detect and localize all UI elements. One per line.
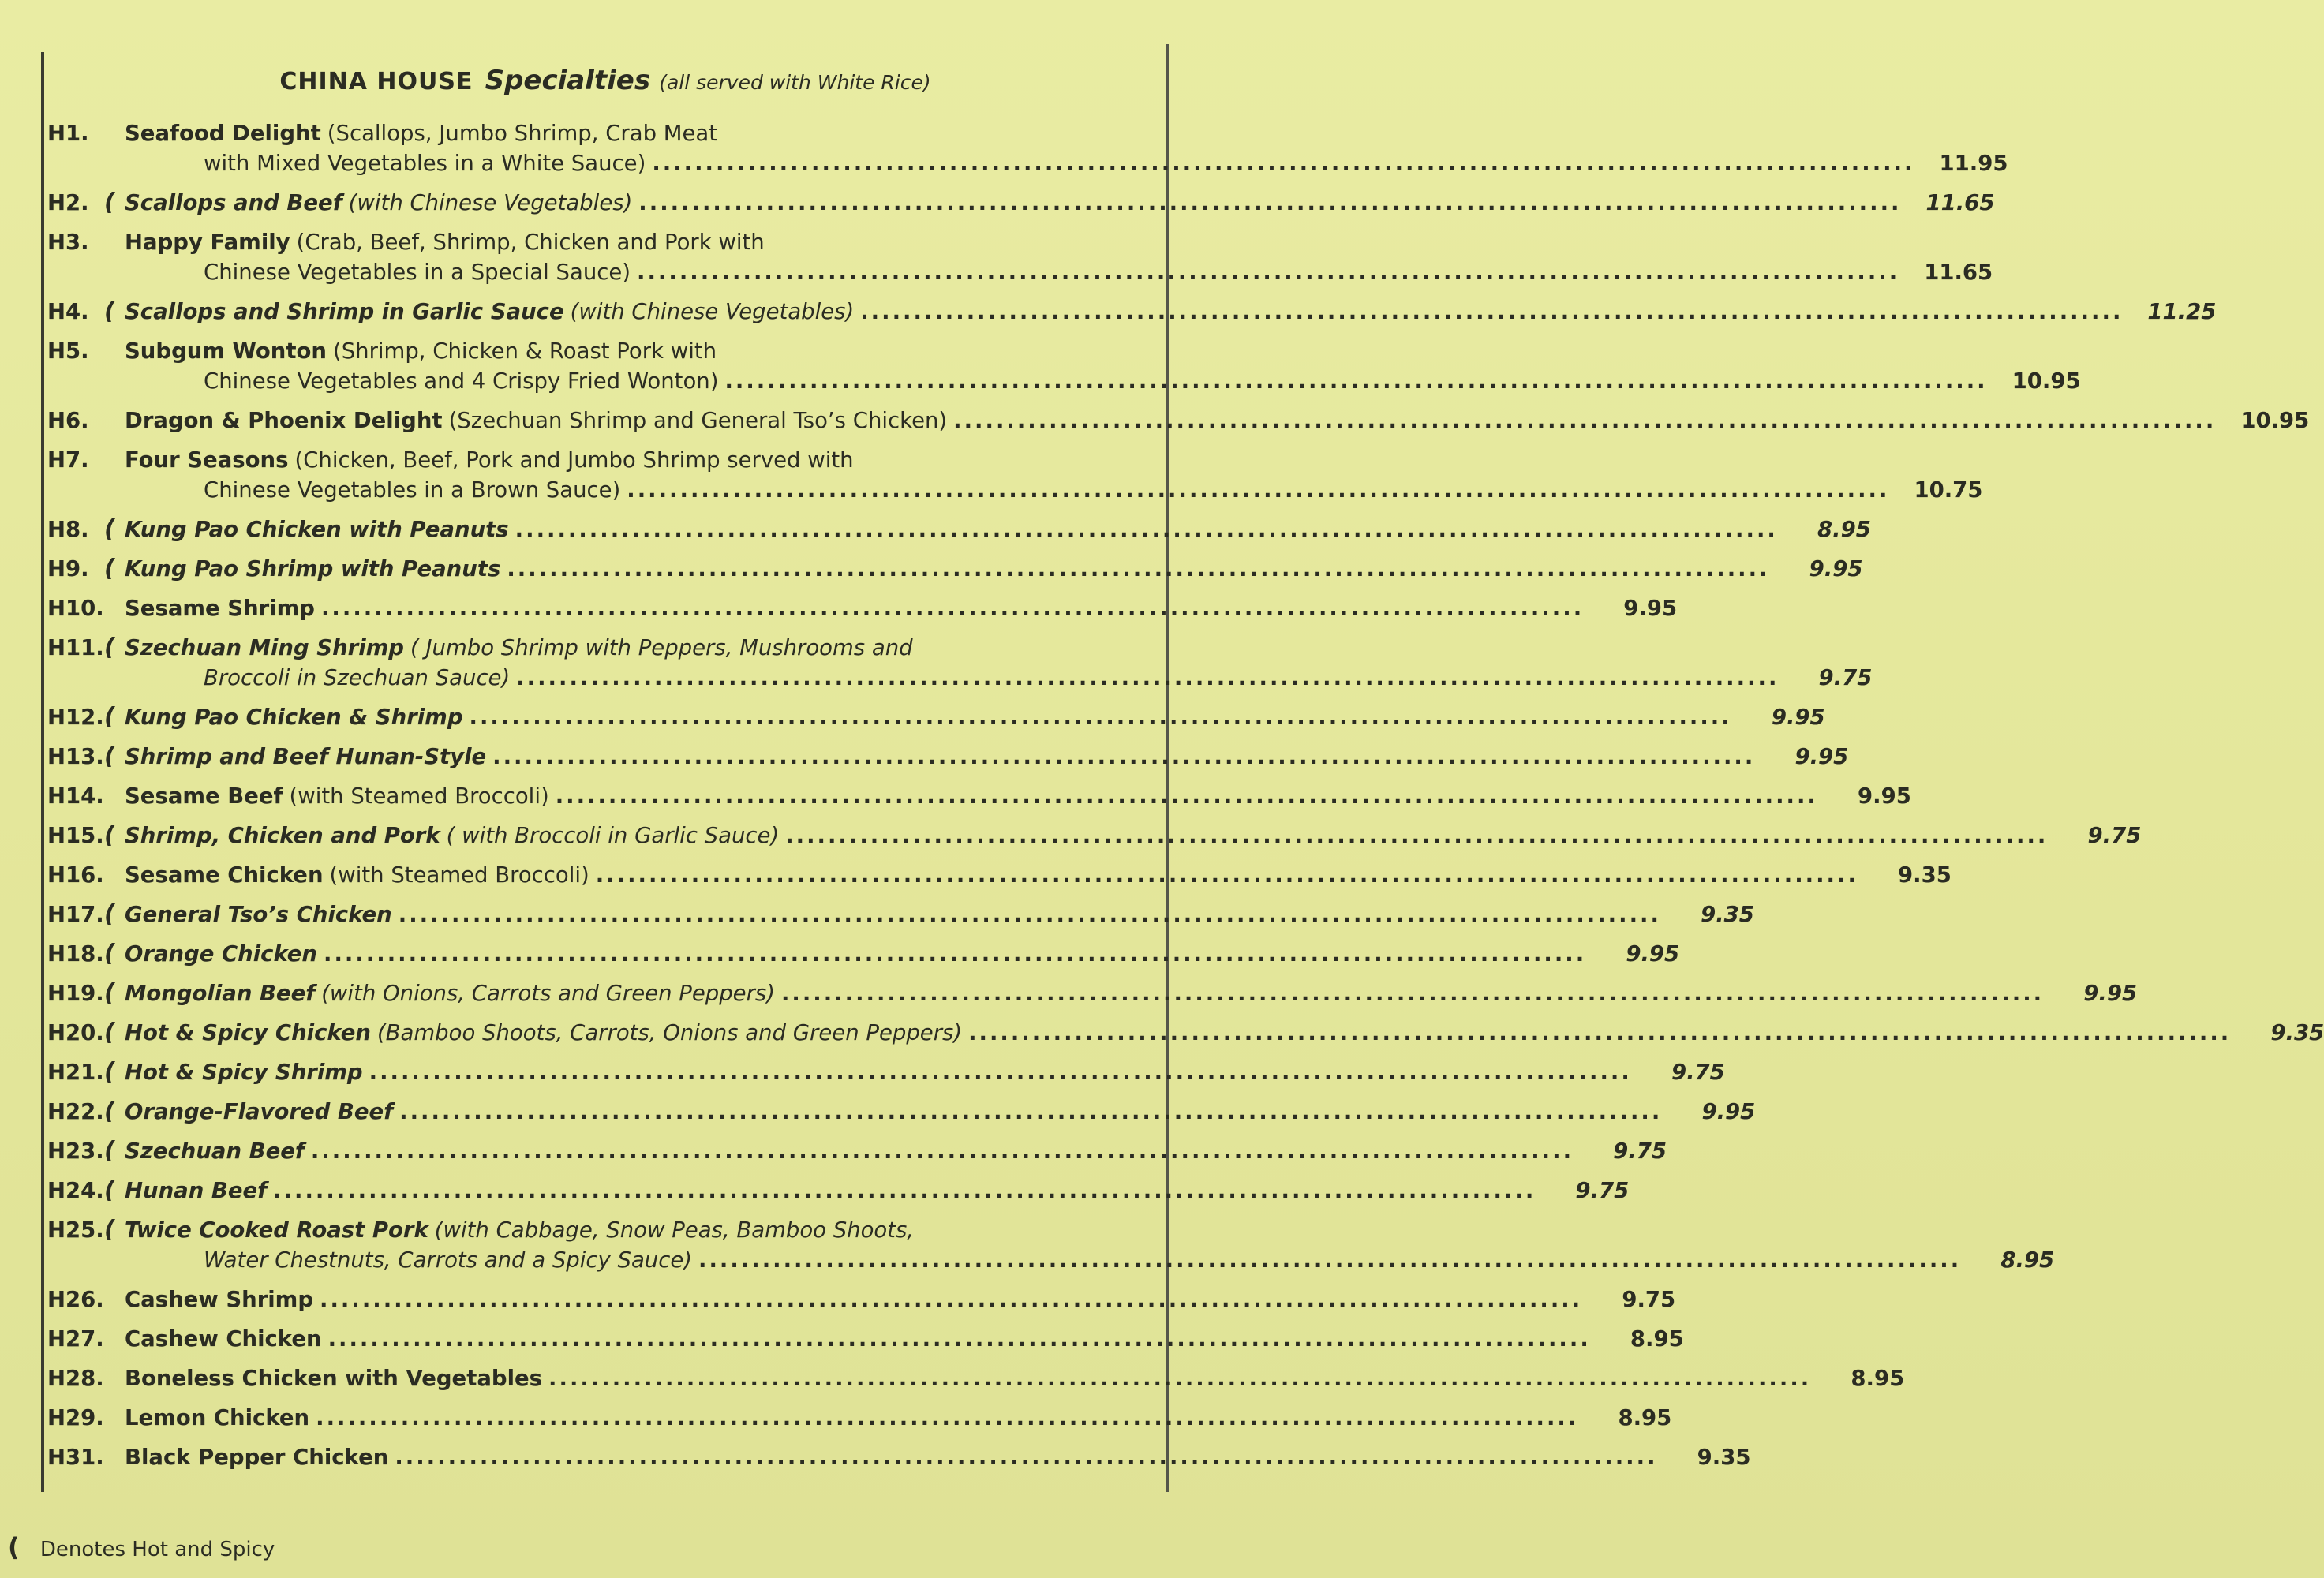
menu-item-line [47, 1324, 1684, 1354]
hot-spicy-icon: ( [104, 297, 115, 325]
menu-item-line [47, 227, 1081, 257]
menu-item-line [47, 742, 1849, 772]
menu-item [47, 899, 1754, 929]
item-description: (Crab, Beef, Shrimp, Chicken and Pork with [296, 230, 765, 255]
dot-leader: ....................................................................................................................... [785, 823, 2049, 848]
menu-item [47, 860, 1952, 890]
item-code: H18. [47, 941, 104, 967]
item-price: 9.35 [1697, 1445, 1751, 1470]
dot-leader: ....................................................................................................................... [516, 665, 1779, 690]
item-description-continued: Chinese Vegetables in a Brown Sauce) [204, 477, 621, 503]
menu-item [47, 1018, 2324, 1048]
item-description: (Chicken, Beef, Pork and Jumbo Shrimp served with [294, 447, 854, 473]
section-note: (all served with White Rice) [659, 71, 931, 94]
dot-leader: ....................................................................................................................... [548, 1366, 1812, 1391]
item-name: Scallops and Shrimp in Garlic Sauce [125, 299, 564, 324]
item-code: H17. [47, 902, 104, 927]
hot-spicy-icon: ( [104, 189, 115, 216]
item-price: 9.95 [1771, 705, 1825, 730]
item-price: 8.95 [2000, 1247, 2055, 1273]
dot-leader: ....................................................................................................................... [324, 941, 1587, 967]
item-name: Mongolian Beef [125, 981, 316, 1006]
item-description: ( Jumbo Shrimp with Peppers, Mushrooms and [410, 635, 913, 660]
item-description: (with Onions, Carrots and Green Peppers) [321, 981, 775, 1006]
item-name: Hot & Spicy Chicken [125, 1020, 371, 1045]
dot-leader: ....................................................................................................................... [492, 744, 1756, 769]
item-code: H3. [47, 230, 89, 255]
menu-item-line [47, 1284, 1676, 1314]
dot-leader: ....................................................................................................................... [327, 1326, 1591, 1352]
item-name: Dragon & Phoenix Delight [125, 408, 443, 433]
item-price: 8.95 [1630, 1326, 1684, 1352]
item-name: Shrimp, Chicken and Pork [125, 823, 440, 848]
dot-leader: ....................................................................................................................... [320, 1287, 1583, 1312]
item-code: H4. [47, 299, 89, 324]
dot-leader: ....................................................................................................................... [469, 705, 1732, 730]
hot-spicy-icon: ( [104, 1176, 115, 1204]
item-code: H24. [47, 1178, 104, 1203]
item-name: General Tso’s Chicken [125, 902, 392, 927]
item-name: Hot & Spicy Shrimp [125, 1060, 363, 1085]
dot-leader: ....................................................................................................................... [637, 260, 1900, 285]
spicy-legend [8, 1532, 275, 1562]
item-code: H20. [47, 1020, 104, 1045]
item-code: H6. [47, 408, 89, 433]
dot-leader: ....................................................................................................................... [968, 1020, 2232, 1045]
item-code: H2. [47, 190, 89, 215]
item-description: (with Chinese Vegetables) [348, 190, 633, 215]
item-code: H1. [47, 121, 89, 146]
restaurant-brand: CHINA HOUSE [279, 68, 473, 95]
dot-leader: ....................................................................................................................... [398, 902, 1661, 927]
dot-leader: ....................................................................................................................... [724, 368, 1988, 394]
hot-spicy-icon: ( [104, 979, 115, 1007]
item-price: 10.95 [2240, 408, 2310, 433]
menu-items-list [47, 118, 2324, 1482]
menu-item [47, 781, 1911, 811]
item-code: H22. [47, 1099, 104, 1124]
item-price: 9.95 [1626, 941, 1680, 967]
item-description: (Scallops, Jumbo Shrimp, Crab Meat [327, 121, 718, 146]
item-price: 9.75 [1671, 1060, 1725, 1085]
item-price: 9.95 [1809, 556, 1863, 581]
hot-spicy-icon: ( [104, 1216, 115, 1243]
item-description: (with Cabbage, Snow Peas, Bamboo Shoots, [434, 1217, 915, 1243]
item-price: 8.95 [1851, 1366, 1905, 1391]
hot-spicy-icon: ( [104, 940, 115, 967]
item-price: 11.65 [1925, 190, 1995, 215]
item-description: (with Steamed Broccoli) [329, 862, 589, 888]
item-code: H10. [47, 596, 104, 621]
menu-item-line [47, 1136, 1667, 1166]
menu-item-line [47, 366, 2081, 396]
menu-item-line [47, 554, 1863, 584]
item-price: 9.35 [1701, 902, 1754, 927]
hot-spicy-icon: ( [104, 634, 115, 661]
menu-item [47, 702, 1825, 732]
menu-item [47, 336, 2081, 396]
dot-leader: ....................................................................................................................... [638, 190, 1902, 215]
item-description: (Szechuan Shrimp and General Tso’s Chicken) [448, 408, 948, 433]
item-name: Szechuan Beef [125, 1139, 305, 1164]
menu-item [47, 1057, 1725, 1087]
item-name: Sesame Beef [125, 783, 283, 809]
item-price: 9.75 [1575, 1178, 1630, 1203]
menu-item [47, 118, 2008, 178]
menu-item-line [47, 336, 1081, 366]
dot-leader: ....................................................................................................................... [698, 1247, 1962, 1273]
item-code: H23. [47, 1139, 104, 1164]
menu-item-line [47, 1018, 2324, 1048]
item-name: Twice Cooked Roast Pork [125, 1217, 428, 1243]
menu-item [47, 188, 1995, 218]
item-code: H31. [47, 1445, 104, 1470]
dot-leader: ....................................................................................................................... [320, 596, 1585, 621]
menu-item-line [47, 593, 1678, 623]
item-code: H27. [47, 1326, 104, 1352]
item-price: 9.75 [1622, 1287, 1676, 1312]
menu-item-line [47, 514, 1871, 544]
menu-item [47, 445, 1983, 505]
item-name: Kung Pao Chicken & Shrimp [125, 705, 463, 730]
menu-item-line [47, 445, 1081, 475]
item-description: (with Steamed Broccoli) [289, 783, 549, 809]
item-code: H16. [47, 862, 104, 888]
item-price: 11.95 [1939, 151, 2008, 176]
item-price: 11.65 [1924, 260, 1993, 285]
item-price: 9.75 [2087, 823, 2142, 848]
item-name: Hunan Beef [125, 1178, 268, 1203]
item-code: H19. [47, 981, 104, 1006]
menu-item-line [47, 781, 1911, 811]
menu-item-line [47, 1057, 1725, 1087]
left-border-rule [41, 52, 44, 1492]
item-description: (with Chinese Vegetables) [570, 299, 855, 324]
dot-leader: ....................................................................................................................... [953, 408, 2217, 433]
item-code: H21. [47, 1060, 104, 1085]
item-price: 8.95 [1618, 1405, 1672, 1430]
hot-spicy-icon: ( [104, 1019, 115, 1046]
menu-item [47, 1284, 1676, 1314]
spicy-legend-text: Denotes Hot and Spicy [39, 1538, 275, 1561]
dot-leader: ....................................................................................................................... [507, 556, 1770, 581]
dot-leader: ....................................................................................................................... [515, 517, 1778, 542]
menu-item [47, 406, 2310, 436]
item-name: Cashew Chicken [125, 1326, 322, 1352]
menu-item [47, 297, 2217, 327]
item-price: 9.95 [1794, 744, 1849, 769]
menu-item [47, 1215, 2055, 1275]
item-description: (Bamboo Shoots, Carrots, Onions and Green Peppers) [376, 1020, 963, 1045]
menu-item-line [47, 1363, 1905, 1393]
item-price: 9.35 [1898, 862, 1952, 888]
item-name: Kung Pao Shrimp with Peanuts [125, 556, 501, 581]
hot-spicy-icon: ( [104, 1137, 115, 1165]
menu-title [41, 65, 1169, 96]
menu-item-line [47, 702, 1825, 732]
item-code: H9. [47, 556, 89, 581]
menu-item-line [47, 978, 2138, 1008]
item-code: H28. [47, 1366, 104, 1391]
dot-leader: ....................................................................................................................... [555, 783, 1818, 809]
menu-item [47, 554, 1863, 584]
dot-leader: ....................................................................................................................... [595, 862, 1858, 888]
item-description: (Shrimp, Chicken & Roast Pork with [333, 338, 717, 364]
item-name: Scallops and Beef [125, 190, 342, 215]
item-description-continued: Water Chestnuts, Carrots and a Spicy Sauce) [204, 1247, 693, 1273]
hot-spicy-icon: ( [104, 742, 115, 770]
menu-item-line [47, 633, 1081, 663]
menu-item [47, 1403, 1672, 1433]
item-name: Black Pepper Chicken [125, 1445, 389, 1470]
item-name: Boneless Chicken with Vegetables [125, 1366, 543, 1391]
menu-item-line [47, 821, 2142, 851]
menu-item-line [47, 939, 1680, 969]
item-name: Seafood Delight [125, 121, 321, 146]
item-code: H11. [47, 635, 104, 660]
item-price: 9.95 [1858, 783, 1911, 809]
item-description: ( with Broccoli in Garlic Sauce) [446, 823, 780, 848]
menu-item [47, 821, 2142, 851]
item-price: 9.35 [2270, 1020, 2324, 1045]
item-name: Kung Pao Chicken with Peanuts [125, 517, 509, 542]
item-code: H26. [47, 1287, 104, 1312]
menu-item [47, 1442, 1751, 1472]
dot-leader: ....................................................................................................................... [316, 1405, 1579, 1430]
dot-leader: ....................................................................................................................... [652, 151, 1915, 176]
menu-item [47, 1136, 1667, 1166]
dot-leader: ....................................................................................................................... [780, 981, 2045, 1006]
item-code: H15. [47, 823, 104, 848]
item-price: 9.95 [2083, 981, 2138, 1006]
section-title: Specialties [485, 65, 651, 96]
menu-item-line [47, 1097, 1756, 1127]
item-code: H29. [47, 1405, 104, 1430]
item-name: Four Seasons [125, 447, 289, 473]
item-price: 11.25 [2147, 299, 2217, 324]
item-name: Happy Family [125, 230, 290, 255]
item-price: 8.95 [1817, 517, 1871, 542]
dot-leader: ....................................................................................................................... [273, 1178, 1536, 1203]
menu-item-line [47, 188, 1995, 218]
item-code: H25. [47, 1217, 104, 1243]
menu-item-line [47, 148, 2008, 178]
menu-item [47, 633, 1873, 693]
item-code: H14. [47, 783, 104, 809]
item-price: 9.75 [1818, 665, 1873, 690]
hot-spicy-icon: ( [104, 703, 115, 731]
menu-item-line [47, 899, 1754, 929]
menu-item [47, 1176, 1630, 1206]
item-name: Orange-Flavored Beef [125, 1099, 394, 1124]
menu-item [47, 1363, 1905, 1393]
item-name: Shrimp and Beef Hunan-Style [125, 744, 487, 769]
menu-item-line [47, 475, 1983, 505]
menu-item-line [47, 1403, 1672, 1433]
menu-item-line [47, 406, 2310, 436]
item-code: H5. [47, 338, 89, 364]
item-description-continued: with Mixed Vegetables in a White Sauce) [204, 151, 646, 176]
menu-item-line [47, 118, 1081, 148]
item-code: H8. [47, 517, 89, 542]
menu-item [47, 742, 1849, 772]
hot-spicy-icon: ( [104, 900, 115, 928]
menu-item [47, 593, 1678, 623]
item-description-continued: Broccoli in Szechuan Sauce) [204, 665, 511, 690]
item-description-continued: Chinese Vegetables in a Special Sauce) [204, 260, 631, 285]
item-description-continued: Chinese Vegetables and 4 Crispy Fried Wonton) [204, 368, 719, 394]
item-code: H7. [47, 447, 89, 473]
menu-item-line [47, 860, 1952, 890]
menu-item-line [47, 663, 1873, 693]
hot-spicy-icon: ( [104, 555, 115, 582]
menu-item-line [47, 1245, 2055, 1275]
hot-spicy-icon: ( [104, 1058, 115, 1086]
dot-leader: ....................................................................................................................... [395, 1445, 1658, 1470]
menu-item-line [47, 297, 2217, 327]
menu-item [47, 978, 2138, 1008]
hot-spicy-icon: ( [104, 1097, 115, 1125]
hot-spicy-icon: ( [8, 1532, 20, 1562]
dot-leader: ....................................................................................................................... [310, 1139, 1574, 1164]
item-name: Szechuan Ming Shrimp [125, 635, 404, 660]
menu-card [41, 52, 2324, 1492]
item-price: 9.95 [1701, 1099, 1756, 1124]
item-price: 9.95 [1623, 596, 1678, 621]
dot-leader: ....................................................................................................................... [627, 477, 1890, 503]
hot-spicy-icon: ( [104, 515, 115, 543]
menu-item-line [47, 1442, 1751, 1472]
item-name: Subgum Wonton [125, 338, 327, 364]
item-code: H13. [47, 744, 104, 769]
item-name: Cashew Shrimp [125, 1287, 314, 1312]
menu-item-line [47, 257, 1993, 287]
menu-item [47, 1097, 1756, 1127]
item-price: 10.75 [1914, 477, 1983, 503]
menu-item-line [47, 1215, 1081, 1245]
item-name: Orange Chicken [125, 941, 318, 967]
dot-leader: ....................................................................................................................... [399, 1099, 1663, 1124]
dot-leader: ....................................................................................................................... [369, 1060, 1632, 1085]
hot-spicy-icon: ( [104, 821, 115, 849]
item-name: Lemon Chicken [125, 1405, 310, 1430]
dot-leader: ....................................................................................................................... [860, 299, 2124, 324]
item-name: Sesame Chicken [125, 862, 324, 888]
item-code: H12. [47, 705, 104, 730]
item-price: 9.75 [1613, 1139, 1667, 1164]
item-name: Sesame Shrimp [125, 596, 315, 621]
menu-item [47, 939, 1680, 969]
item-price: 10.95 [2012, 368, 2081, 394]
menu-item [47, 1324, 1684, 1354]
menu-item-line [47, 1176, 1630, 1206]
menu-item [47, 514, 1871, 544]
menu-item [47, 227, 1993, 287]
